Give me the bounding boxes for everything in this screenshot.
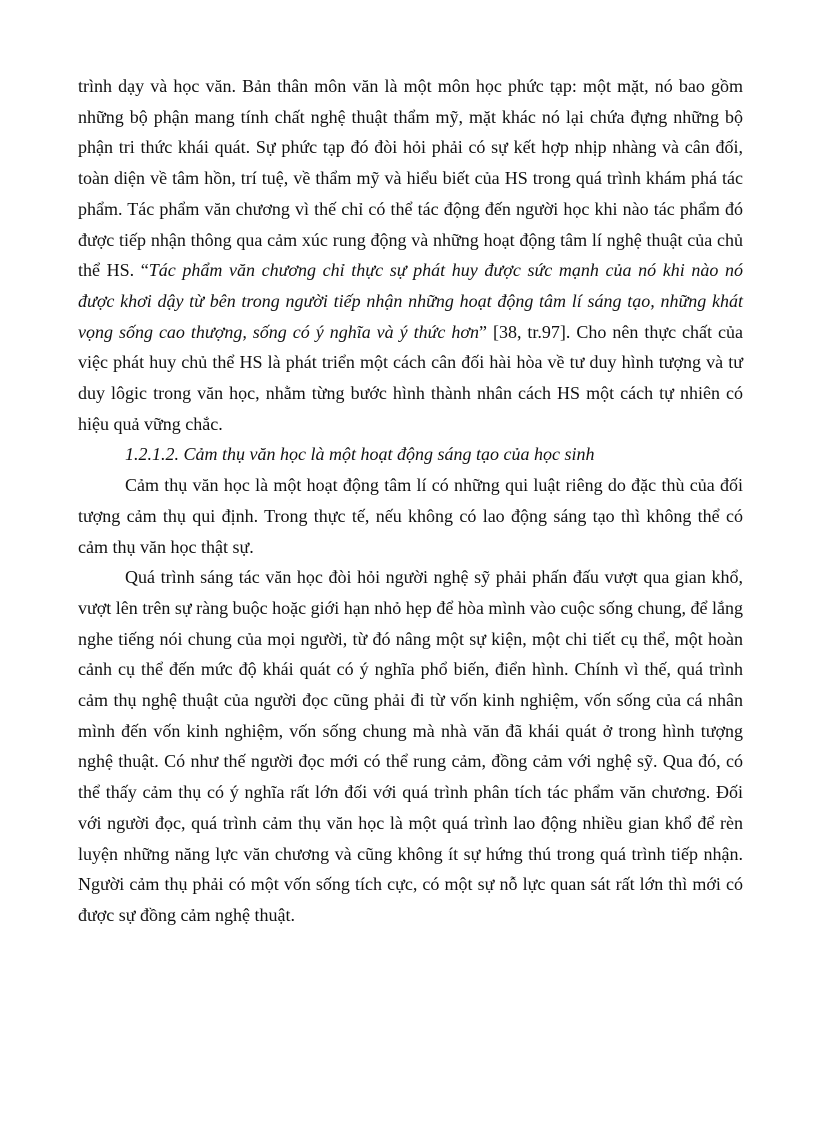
paragraph-text-citation: ” [38, tr.97]. Cho nên thực chất của việc phát huy chủ thể HS là phát triển một cách cân đối hài hòa về tư duy hình tượng và tư duy lôgic trong văn học, nhằm từng bước hình thành nhân cách HS một cách tự nhiên có hiệu quả vững chắc. bbox=[78, 321, 743, 434]
paragraph: Cảm thụ văn học là một hoạt động tâm lí có những qui luật riêng do đặc thù của đối tượng cảm thụ qui định. Trong thực tế, nếu không có lao động sáng tạo thì không thể có cảm thụ văn học thật sự. bbox=[78, 475, 743, 557]
paragraph-continuation bbox=[78, 71, 743, 439]
paragraph-text: trình dạy và học văn. Bản thân môn văn là một môn học phức tạp: một mặt, nó bao gồm những bộ phận mang tính chất nghệ thuật thẩm mỹ, mặt khác nó lại chứa đựng những bộ phận tri thức khái quát. Sự phức tạp đó đòi hỏi phải có sự kết hợp nhịp nhàng và cân đối, toàn diện về tâm hồn, trí tuệ, về thẩm mỹ và hiểu biết của HS trong quá trình khám phá tác phẩm. Tác phẩm văn chương vì thế chỉ có thể tác động đến người học khi nào tác phẩm đó được tiếp nhận thông qua cảm xúc rung động và những hoạt động tâm lí nghệ thuật của chủ thể HS. “ bbox=[78, 76, 743, 281]
paragraph: Quá trình sáng tác văn học đòi hỏi người nghệ sỹ phải phấn đấu vượt qua gian khổ, vượt lên trên sự ràng buộc hoặc giới hạn nhỏ hẹp để hòa mình vào cuộc sống chung, để lắng nghe tiếng nói chung của mọi người, từ đó nâng một sự kiện, một chi tiết cụ thể, một hoàn cảnh cụ thể đến mức độ khái quát có ý nghĩa phổ biến, điển hình. Chính vì thế, quá trình cảm thụ nghệ thuật của người đọc cũng phải đi từ vốn kinh nghiệm, vốn sống của cá nhân mình đến vốn kinh nghiệm, vốn sống chung mà nhà văn đã khái quát ở trong hình tượng nghệ thuật. Có như thế người đọc mới có thể rung cảm, đồng cảm với nghệ sỹ. Qua đó, có thể thấy cảm thụ có ý nghĩa rất lớn đối với quá trình phân tích tác phẩm văn chương. Đối với người đọc, quá trình cảm thụ văn học là một quá trình lao động nhiều gian khổ để rèn luyện những năng lực văn chương và cũng không ít sự hứng thú trong quá trình tiếp nhận. Người cảm thụ phải có một vốn sống tích cực, có một sự nỗ lực quan sát rất lớn thì mới có được sự đồng cảm nghệ thuật. bbox=[78, 567, 743, 925]
document-page bbox=[78, 71, 743, 931]
quotation-text: Tác phẩm văn chương chỉ thực sự phát huy được sức mạnh của nó khi nào nó được khơi dậy từ bên trong người tiếp nhận những hoạt động tâm lí sáng tạo, những khát vọng sống cao thượng, sống có ý nghĩa và ý thức hơn bbox=[78, 260, 743, 342]
section-heading: 1.2.1.2. Cảm thụ văn học là một hoạt động sáng tạo của học sinh bbox=[125, 444, 595, 465]
